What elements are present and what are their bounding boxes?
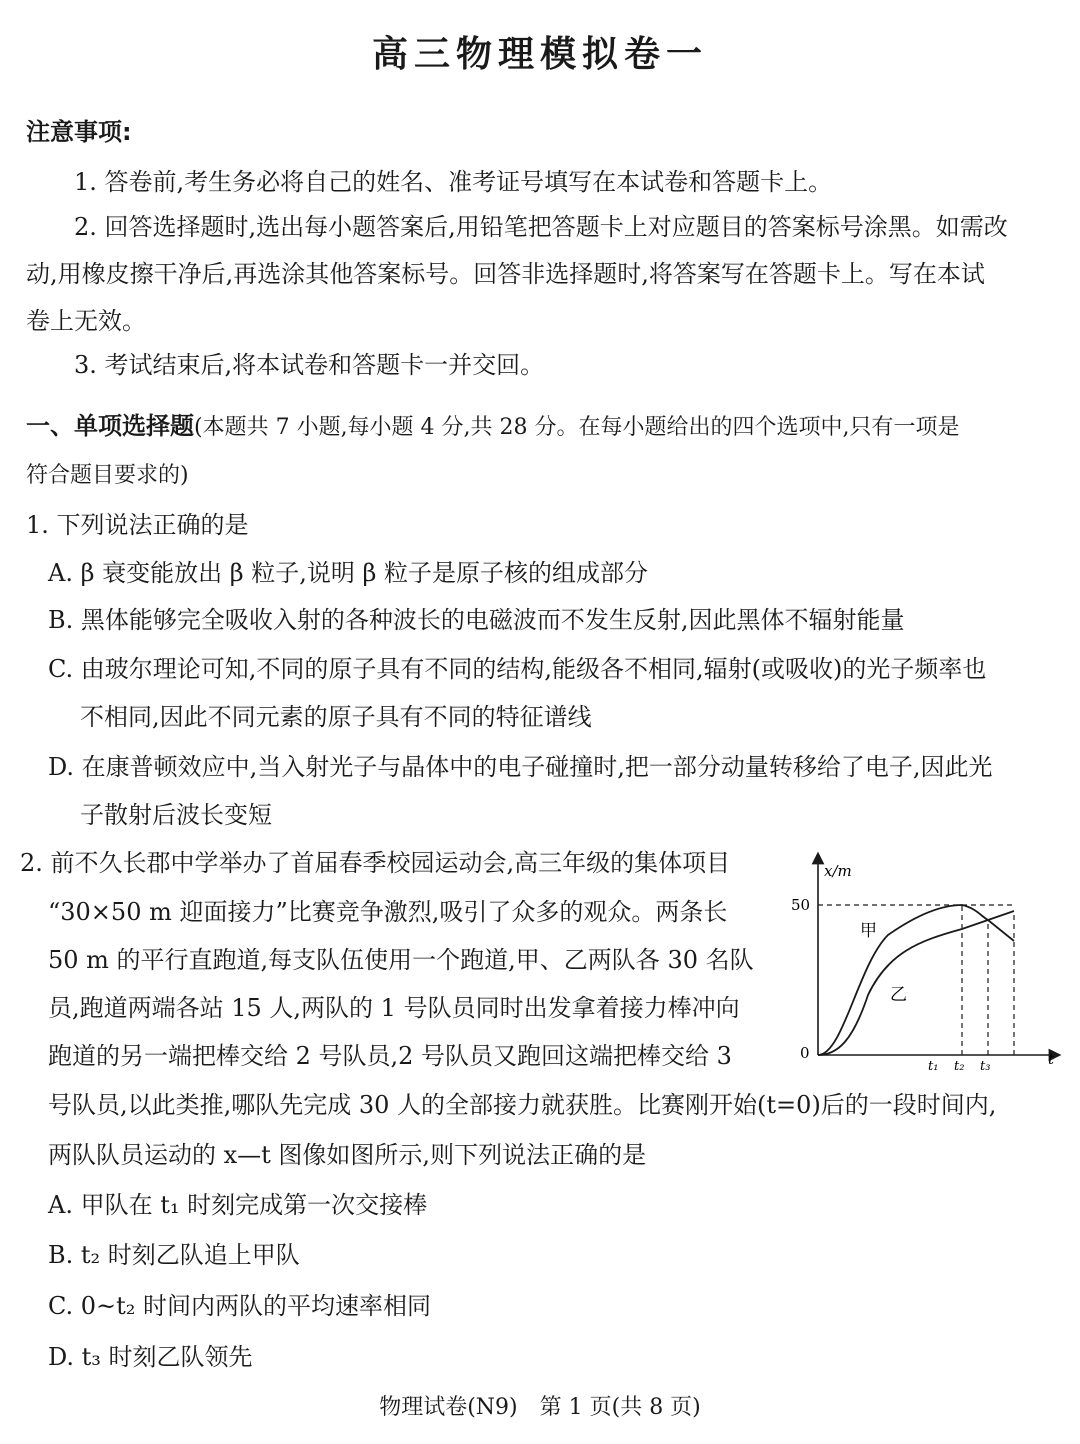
page-footer: 物理试卷(N9) 第 1 页(共 8 页) [379, 1395, 701, 1420]
t3-tick-label: t₃ [980, 1059, 991, 1074]
curve-label-jia: 甲 [860, 921, 877, 941]
q1-option-d-cont: 子散射后波长变短 [80, 801, 272, 829]
q1-option-d: D. 在康普顿效应中,当入射光子与晶体中的电子碰撞时,把一部分动量转移给了电子,因此光 [48, 753, 993, 781]
notes-heading: 注意事项: [26, 118, 132, 146]
series-yi-line [818, 911, 1014, 1055]
note-line-5: 3. 考试结束后,将本试卷和答题卡一并交回。 [74, 351, 545, 379]
q1-option-c: C. 由玻尔理论可知,不同的原子具有不同的结构,能级各不相同,辐射(或吸收)的光子频率也 [48, 655, 987, 683]
note-line-2: 2. 回答选择题时,选出每小题答案后,用铅笔把答题卡上对应题目的答案标号涂黑。如需改 [74, 213, 1008, 241]
q2-option-a: A. 甲队在 t₁ 时刻完成第一次交接棒 [48, 1191, 428, 1219]
q1-option-a: A. β 衰变能放出 β 粒子,说明 β 粒子是原子核的组成部分 [48, 559, 648, 587]
q1-option-c-cont: 不相同,因此不同元素的原子具有不同的特征谱线 [80, 703, 592, 731]
note-line-3: 动,用橡皮擦干净后,再选涂其他答案标号。回答非选择题时,将答案写在答题卡上。写在本试 [26, 260, 985, 288]
q1-option-b: B. 黑体能够完全吸收入射的各种波长的电磁波而不发生反射,因此黑体不辐射能量 [48, 606, 905, 634]
section-description-cont: 符合题目要求的) [26, 463, 189, 488]
q2-option-b: B. t₂ 时刻乙队追上甲队 [48, 1241, 300, 1269]
t2-tick-label: t₂ [954, 1059, 965, 1074]
q1-stem: 1. 下列说法正确的是 [26, 511, 249, 539]
y-tick-50: 50 [791, 896, 811, 914]
y-axis-label: x/m [824, 862, 852, 880]
q2-stem-line-1: 2. 前不久长郡中学举办了首届春季校园运动会,高三年级的集体项目 [20, 849, 731, 877]
q2-stem-line-7: 两队队员运动的 x—t 图像如图所示,则下列说法正确的是 [48, 1141, 647, 1169]
origin-label: 0 [800, 1044, 810, 1062]
note-line-1: 1. 答卷前,考生务必将自己的姓名、准考证号填写在本试卷和答题卡上。 [74, 168, 833, 196]
x-axis-label: t [1048, 1050, 1055, 1068]
note-line-4: 卷上无效。 [26, 307, 146, 335]
xt-graph [790, 850, 1070, 1080]
section-heading: 一、单项选择题 [26, 412, 194, 440]
section-heading-row [26, 411, 960, 443]
page-title: 高三物理模拟卷一 [371, 34, 708, 75]
series-jia-line [818, 905, 1014, 1055]
q2-stem-line-3: 50 m 的平行直跑道,每支队伍使用一个跑道,甲、乙两队各 30 名队 [48, 946, 754, 974]
q2-stem-line-6: 号队员,以此类推,哪队先完成 30 人的全部接力就获胜。比赛刚开始(t=0)后的一段时间内, [48, 1091, 997, 1119]
q2-stem-line-2: “30×50 m 迎面接力”比赛竞争激烈,吸引了众多的观众。两条长 [48, 898, 728, 926]
curve-label-yi: 乙 [890, 985, 907, 1005]
q2-option-d: D. t₃ 时刻乙队领先 [48, 1343, 253, 1371]
section-description: (本题共 7 小题,每小题 4 分,共 28 分。在每小题给出的四个选项中,只有一项是 [194, 415, 960, 440]
q2-stem-line-5: 跑道的另一端把棒交给 2 号队员,2 号队员又跑回这端把棒交给 3 [48, 1042, 732, 1070]
q2-option-c: C. 0~t₂ 时间内两队的平均速率相同 [48, 1292, 432, 1320]
q2-stem-line-4: 员,跑道两端各站 15 人,两队的 1 号队员同时出发拿着接力棒冲向 [48, 994, 740, 1022]
t1-tick-label: t₁ [928, 1059, 939, 1074]
